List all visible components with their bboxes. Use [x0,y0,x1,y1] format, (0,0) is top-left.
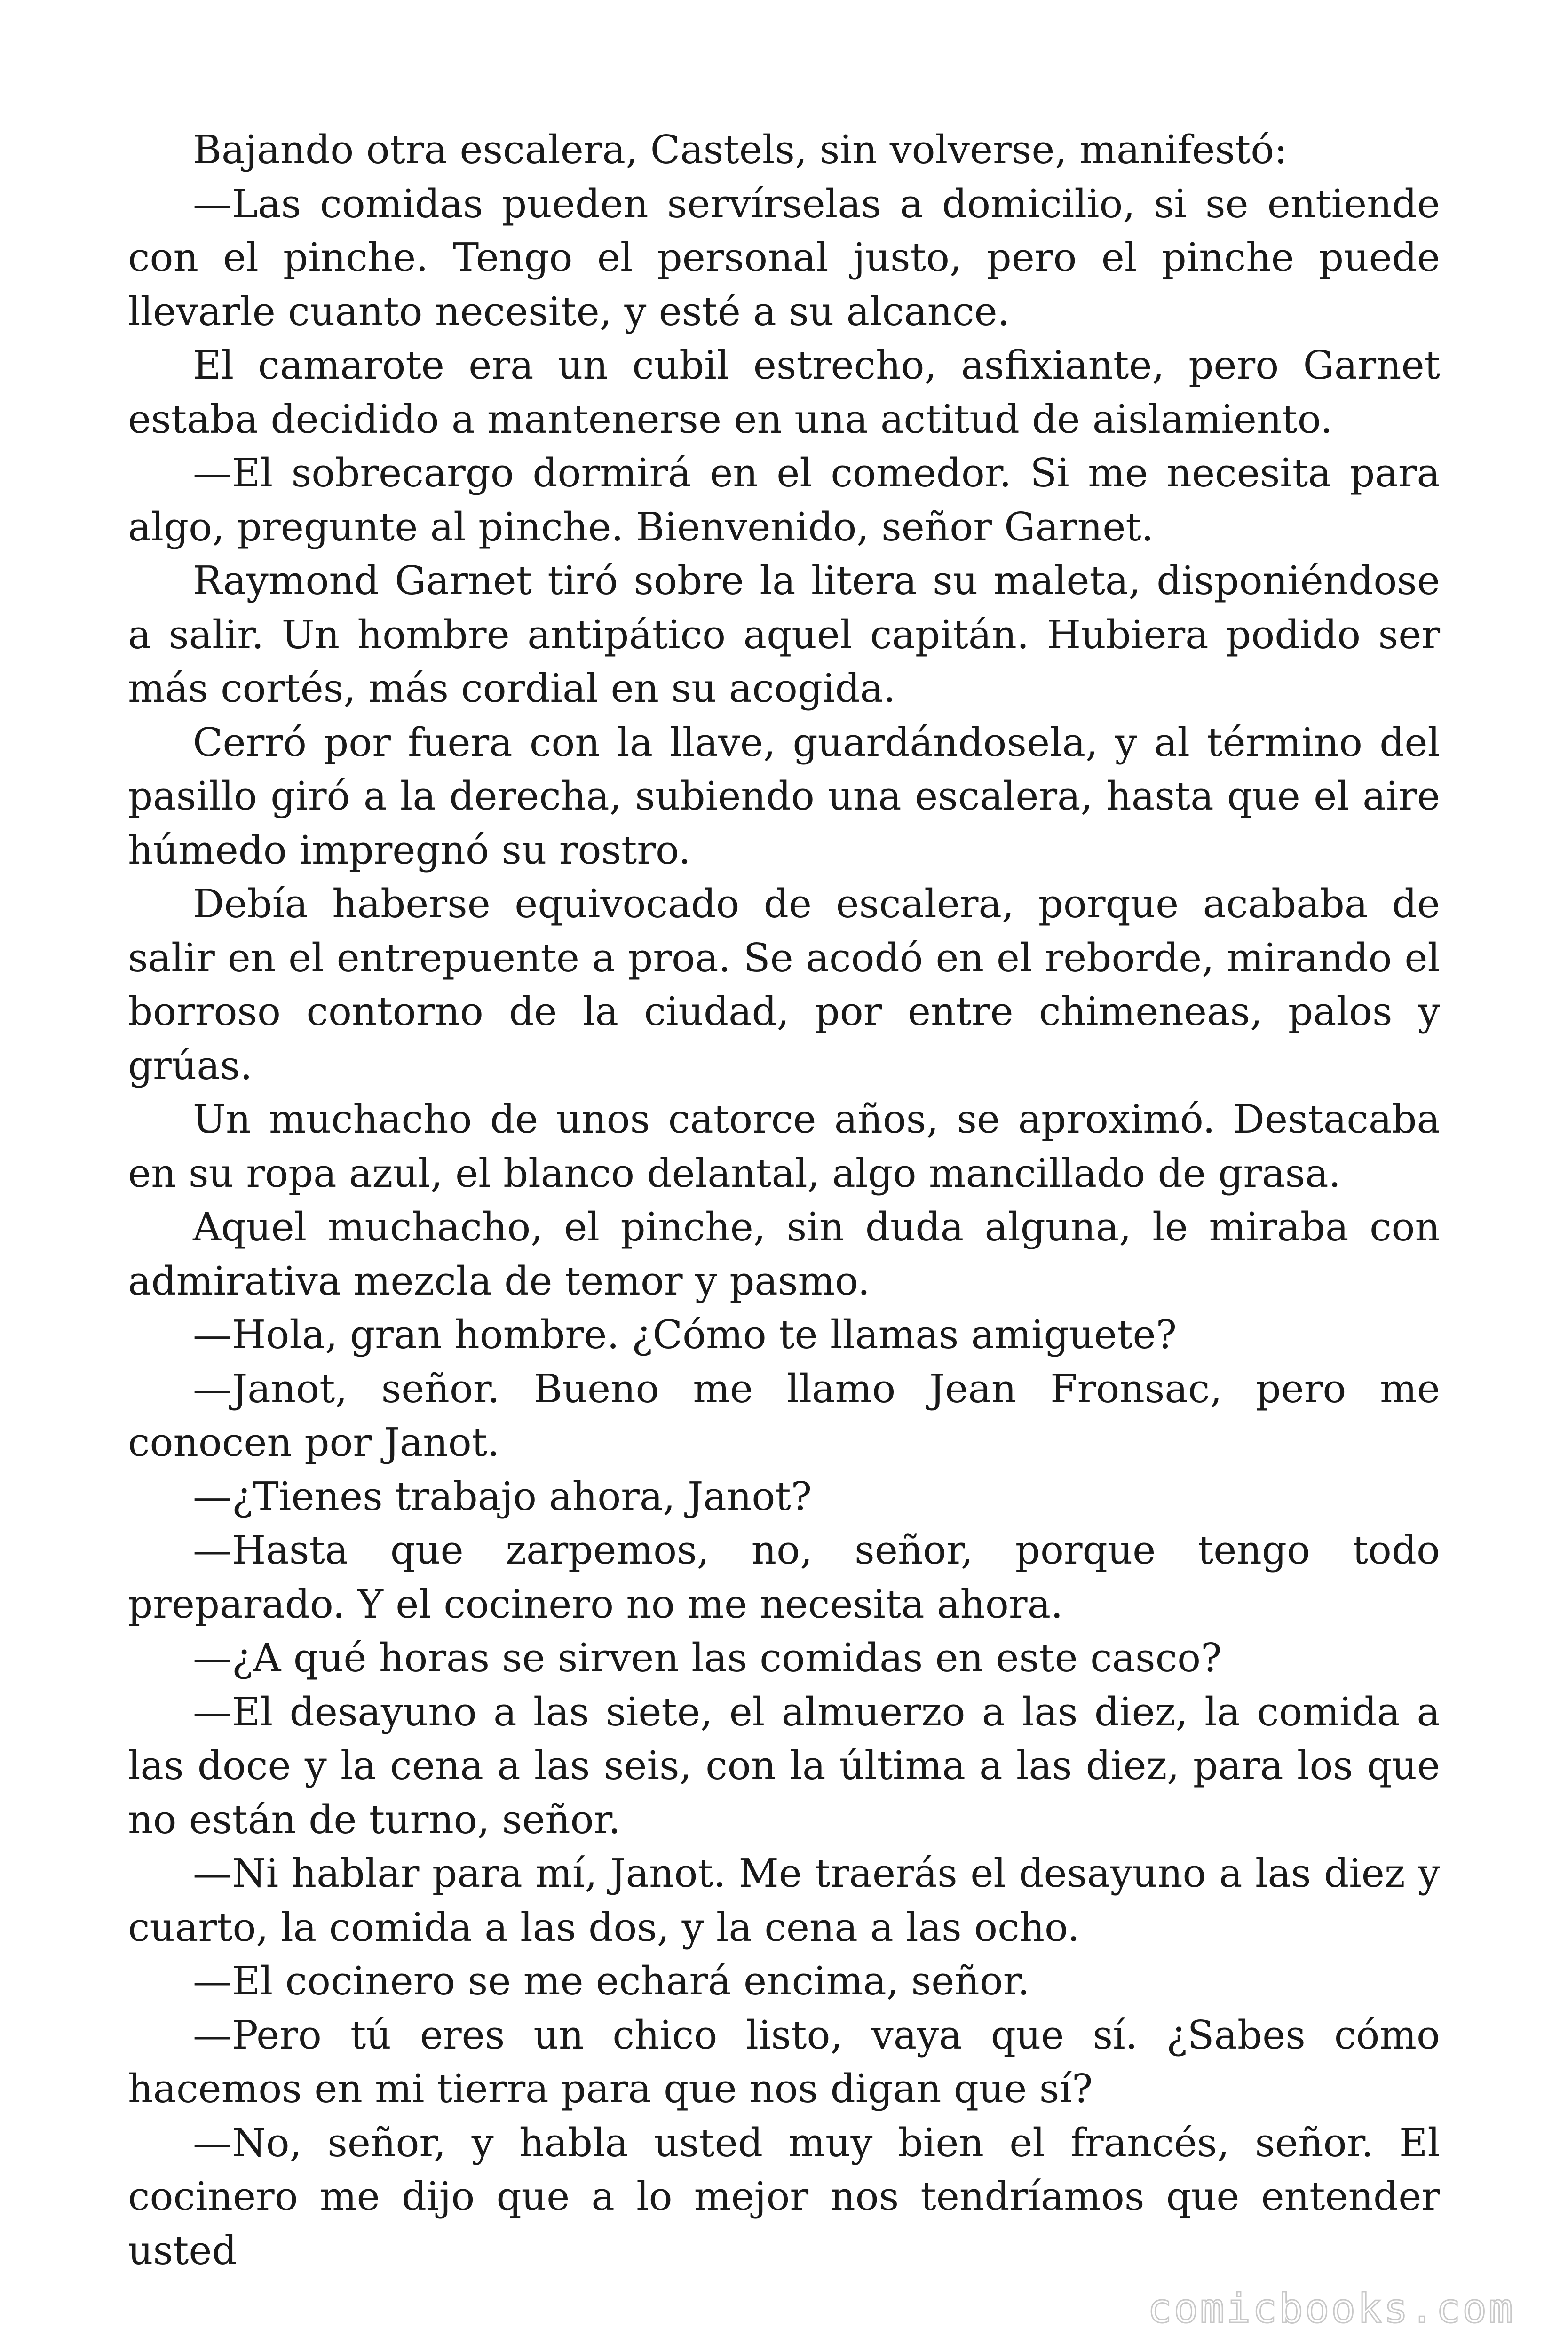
paragraph: —Las comidas pueden servírselas a domicilio, si se entiende con el pinche. Tengo el personal justo, pero el pinche puede llevarle cuanto necesite, y esté a su alcance. [128,181,1440,334]
paragraph: —¿Tienes trabajo ahora, Janot? [193,1473,812,1519]
paragraph: Cerró por fuera con la llave, guardándosela, y al término del pasillo giró a la derecha, subiendo una escalera, hasta que el aire húmedo impregnó su rostro. [128,719,1440,873]
paragraph: —Janot, señor. Bueno me llamo Jean Fronsac, pero me conocen por Janot. [128,1366,1440,1465]
paragraph: Debía haberse equivocado de escalera, porque acababa de salir en el entrepuente a proa. Se acodó en el reborde, mirando el borroso contorno de la ciudad, por entre chimeneas, palos y grúas. [128,881,1440,1089]
paragraph: El camarote era un cubil estrecho, asfixiante, pero Garnet estaba decidido a mantenerse en una actitud de aislamiento. [128,342,1440,442]
paragraph: —El sobrecargo dormirá en el comedor. Si me necesita para algo, pregunte al pinche. Bienvenido, señor Garnet. [128,450,1440,550]
paragraph: Un muchacho de unos catorce años, se aproximó. Destacaba en su ropa azul, el blanco delantal, algo mancillado de grasa. [128,1097,1440,1196]
watermark: comicbooks.com [1148,2285,1515,2332]
paragraph: Aquel muchacho, el pinche, sin duda alguna, le miraba con admirativa mezcla de temor y pasmo. [128,1204,1440,1304]
page-text [128,123,1440,2278]
paragraph: —No, señor, y habla usted muy bien el francés, señor. El cocinero me dijo que a lo mejor nos tendríamos que entender usted [128,2120,1440,2273]
paragraph: —Hola, gran hombre. ¿Cómo te llamas amiguete? [193,1312,1177,1358]
paragraph: —Hasta que zarpemos, no, señor, porque tengo todo preparado. Y el cocinero no me necesita ahora. [128,1527,1440,1627]
paragraph: —El desayuno a las siete, el almuerzo a las diez, la comida a las doce y la cena a las seis, con la última a las diez, para los que no están de turno, señor. [128,1689,1440,1843]
paragraph: —Ni hablar para mí, Janot. Me traerás el desayuno a las diez y cuarto, la comida a las dos, y la cena a las ocho. [128,1851,1440,1950]
paragraph: Bajando otra escalera, Castels, sin volverse, manifestó: [193,127,1288,173]
paragraph: Raymond Garnet tiró sobre la litera su maleta, disponiéndose a salir. Un hombre antipático aquel capitán. Hubiera podido ser más cortés, más cordial en su acogida. [128,558,1440,711]
paragraph: —¿A qué horas se sirven las comidas en este casco? [193,1635,1222,1681]
paragraph: —El cocinero se me echará encima, señor. [193,1958,1030,2004]
paragraph: —Pero tú eres un chico listo, vaya que sí. ¿Sabes cómo hacemos en mi tierra para que nos digan que sí? [128,2012,1440,2112]
